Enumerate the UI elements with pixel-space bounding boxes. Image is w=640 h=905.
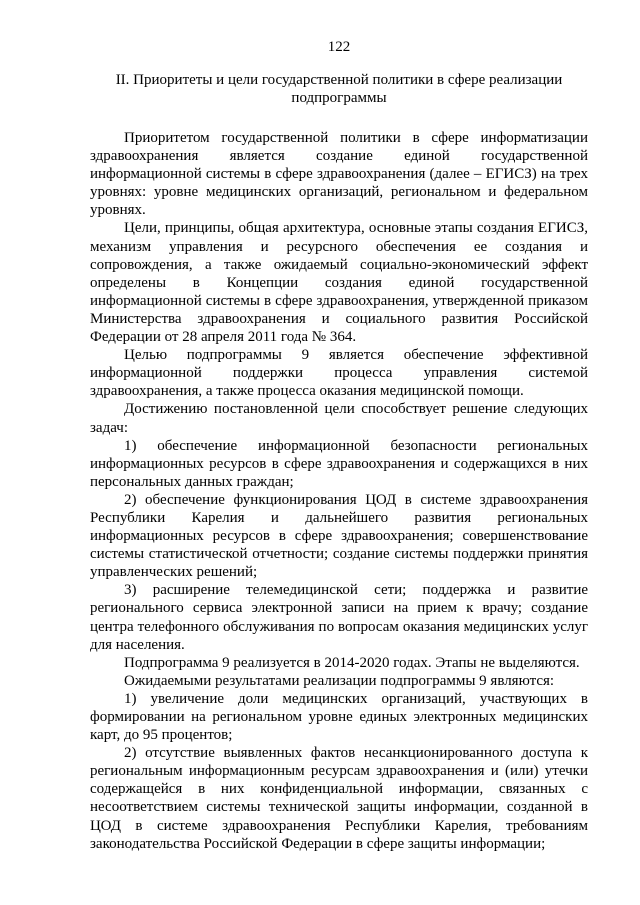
paragraph-result-2: 2) отсутствие выявленных фактов несанкционированного доступа к региональным информационным ресурсам здравоохранения и (или) утечки содержащейся в них конфиденциальной информации, связанных с несоответствием системы технической защиты информации, созданной в ЦОД в системе здравоохранения Республики Карелия, требованиям законодательства Российской Федерации в сфере защиты информации; (90, 745, 588, 852)
paragraph-result-1: 1) увеличение доли медицинских организаций, участвующих в формировании на региональном уровне единых электронных медицинских карт, до 95 процентов; (90, 690, 588, 744)
body-text (90, 129, 588, 853)
paragraph-tasks-intro: Достижению постановленной цели способствует решение следующих задач: (90, 401, 588, 436)
paragraph-results-intro: Ожидаемыми результатами реализации подпрограммы 9 являются: (124, 672, 555, 689)
section-title-line-1: II. Приоритеты и цели государственной политики в сфере реализации (115, 72, 563, 88)
paragraph-task-3: 3) расширение телемедицинской сети; поддержка и развитие регионального сервиса электронной записи на прием к врачу; создание центра телефонного обслуживания по вопросам оказания медицинских услуг для населения. (90, 582, 588, 653)
paragraph-task-2: 2) обеспечение функционирования ЦОД в системе здравоохранения Республики Карелия и дальнейшего развития региональных информационных ресурсов в сфере здравоохранения; совершенствование системы статистической отчетности; создание системы поддержки принятия управленческих решений; (90, 491, 588, 581)
page-number: 122 (327, 39, 351, 55)
paragraph-goal: Целью подпрограммы 9 является обеспечение эффективной информационной поддержки процесса управления системой здравоохранения, а также процесса оказания медицинской помощи. (90, 347, 588, 400)
paragraph-priority: Приоритетом государственной политики в сфере информатизации здравоохранения является создание единой государственной информационной системы в сфере здравоохранения (далее – ЕГИСЗ) на трех уровнях: уровне медицинских организаций, региональном и федеральном уровнях. (90, 130, 588, 219)
paragraph-timeline: Подпрограмма 9 реализуется в 2014-2020 годах. Этапы не выделяются. (124, 654, 580, 671)
section-title-line-2: подпрограммы (291, 90, 387, 106)
paragraph-task-1: 1) обеспечение информационной безопасности региональных информационных ресурсов в сфере здравоохранения и содержащихся в них персональных данных граждан; (90, 437, 588, 490)
paragraph-concept: Цели, принципы, общая архитектура, основные этапы создания ЕГИСЗ, механизм управления и ресурсного обеспечения ее создания и сопровождения, а также ожидаемый социально-экономический эффект определены в Концепции создания единой государственной информационной системы в сфере здравоохранения, утвержденной приказом Министерства здравоохранения и социального развития Российской Федерации от 28 апреля 2011 года № 364. (90, 220, 588, 346)
section-title (90, 71, 588, 107)
